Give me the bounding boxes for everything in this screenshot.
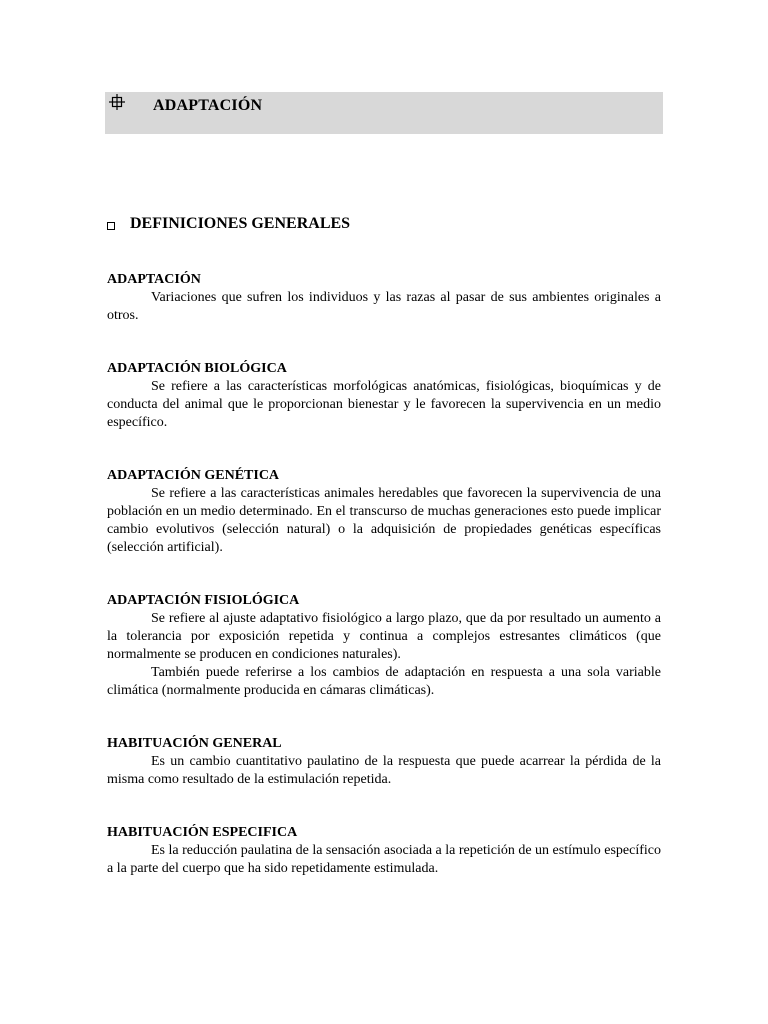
definition-title: ADAPTACIÓN FISIOLÓGICA	[107, 593, 300, 608]
definition-title: ADAPTACIÓN GENÉTICA	[107, 468, 280, 483]
definition-title: ADAPTACIÓN	[107, 272, 201, 287]
definition-text: También puede referirse a los cambios de adaptación en respuesta a una sola variable climática (normalmente producida en cámaras climáticas).	[107, 665, 661, 698]
square-bullet-icon	[107, 222, 115, 230]
definition-title: ADAPTACIÓN BIOLÓGICA	[107, 361, 287, 376]
definition-title: HABITUACIÓN ESPECIFICA	[107, 825, 298, 840]
document-title: ADAPTACIÓN	[153, 97, 263, 114]
document-title-bar	[105, 92, 663, 134]
definition-entry	[107, 467, 661, 557]
crosshair-square-icon	[108, 93, 126, 111]
definition-entry	[107, 735, 661, 789]
definition-text: Variaciones que sufren los individuos y las razas al pasar de sus ambientes originales a otros.	[107, 290, 661, 323]
definition-title: HABITUACIÓN GENERAL	[107, 736, 282, 751]
definition-entry	[107, 592, 661, 700]
definition-entry	[107, 271, 661, 325]
definition-text: Es un cambio cuantitativo paulatino de la respuesta que puede acarrear la pérdida de la misma como resultado de la estimulación repetida.	[107, 754, 661, 787]
definition-entry	[107, 360, 661, 432]
definition-text: Se refiere a las características animales heredables que favorecen la supervivencia de una población en un medio determinado. En el transcurso de muchas generaciones esto puede implicar cambio evolutivos (selección natural) o la adquisición de propiedades genéticas específicas (selección artificial).	[107, 486, 661, 555]
section-heading-text: DEFINICIONES GENERALES	[130, 215, 351, 232]
definition-text: Se refiere a las características morfológicas anatómicas, fisiológicas, bioquímicas y de conducta del animal que le proporcionan bienestar y le favorecen la supervivencia en un medio específico.	[107, 379, 661, 430]
definition-text: Es la reducción paulatina de la sensación asociada a la repetición de un estímulo específico a la parte del cuerpo que ha sido repetidamente estimulada.	[107, 843, 662, 876]
definition-text: Se refiere al ajuste adaptativo fisiológico a largo plazo, que da por resultado un aumento a la tolerancia por exposición repetida y continua a complejos estresantes climáticos (que normalmente se producen en condiciones naturales).	[107, 611, 661, 662]
section-heading	[107, 215, 350, 233]
definition-entry	[107, 824, 661, 878]
